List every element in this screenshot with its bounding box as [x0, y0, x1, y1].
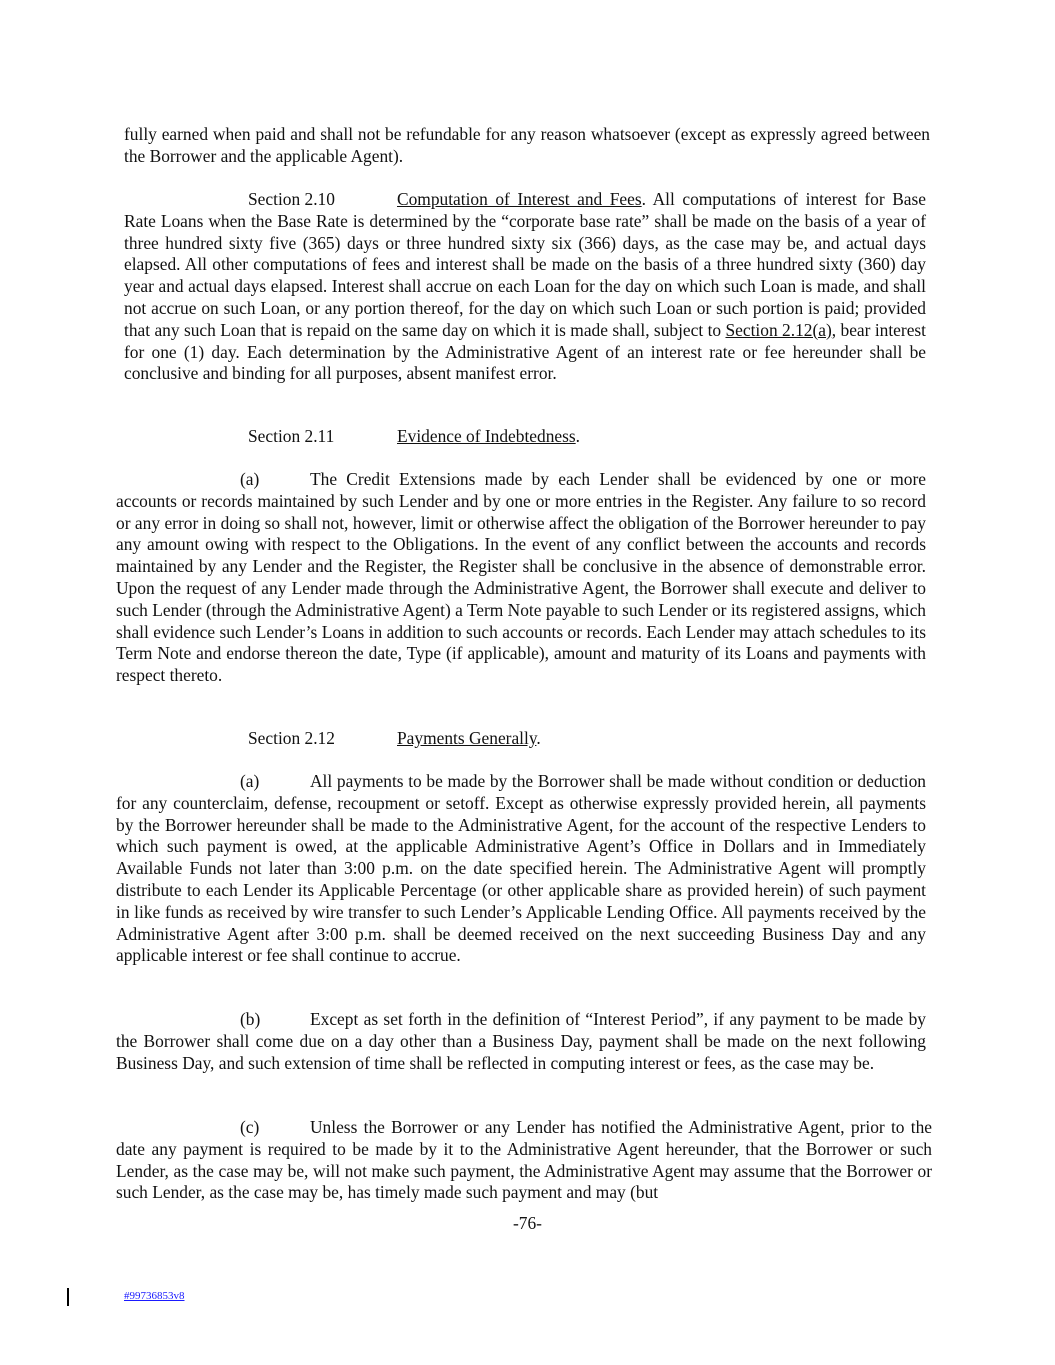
section-2-12-heading: [248, 728, 908, 750]
section-2-12-number: Section 2.12: [248, 728, 335, 748]
section-2-10-number: Section 2.10: [248, 189, 335, 209]
section-2-12c-number: (c): [240, 1117, 260, 1137]
section-2-12a-cross-reference: Section 2.12(a): [725, 319, 832, 340]
section-2-12a-text: All payments to be made by the Borrower shall be made without condition or deduction for any counterclaim, defense, recoupment or setoff. Except as otherwise expressly provided herein, all payments by the Borrower hereunder shall be made to the Administrative Agent, for the account of the respective Lenders to which such payment is owed, at the applicable Administrative Agent’s Office in Dollars and in Immediately Available Funds not later than 3:00 p.m. on the date specified herein. The Administrative Agent will promptly distribute to each Lender its Applicable Percentage (or other applicable share as provided herein) of such payment in like funds as received by wire transfer to such Lender’s Applicable Lending Office. All payments received by the Administrative Agent after 3:00 p.m. shall be deemed received on the next succeeding Business Day and any applicable interest or fee shall continue to accrue.: [116, 771, 926, 966]
section-2-12b-number: (b): [240, 1009, 261, 1029]
section-2-10-title: Computation of Interest and Fees: [397, 189, 642, 209]
section-2-10-body-2: , bear interest for one (1) day. Each determination by the Administrative Agent of an interest rate or fee hereunder shall be conclusive and binding for all purposes, absent manifest error.: [124, 319, 927, 384]
section-2-12-title-suffix: .: [536, 728, 541, 748]
section-2-12c-text: Unless the Borrower or any Lender has notified the Administrative Agent, prior to the date any payment is required to be made by it to the Administrative Agent hereunder, that the Borrower or such Lender, as the case may be, will not make such payment, the Administrative Agent may assume that the Borrower or such Lender, as the case may be, has timely made such payment and may (but: [116, 1117, 932, 1203]
page-number: -76-: [513, 1213, 542, 1233]
section-2-11-number: Section 2.11: [248, 426, 335, 446]
revision-change-bar: [67, 1288, 69, 1306]
section-2-10-paragraph: [124, 189, 926, 385]
section-2-12b-text: Except as set forth in the definition of “Interest Period”, if any payment to be made by the Borrower shall come due on a day other than a Business Day, payment shall be made on the next following Business Day, and such extension of time shall be reflected in computing interest or fees, as the case may be.: [116, 1009, 926, 1073]
section-2-12b-paragraph: [116, 1009, 926, 1074]
section-2-11a-paragraph: [116, 469, 926, 687]
section-2-11a-number: (a): [240, 469, 260, 489]
section-2-10-body-1: . All computations of interest for Base Rate Loans when the Base Rate is determined by the “corporate base rate” shall be made on the basis of a year of three hundred sixty five (365) days or three hundred sixty six (366) days, as the case may be, and actual days elapsed. All other computations of fees and interest shall be made on the basis of a three hundred sixty (360) day year and actual days elapsed. Interest shall accrue on each Loan for the day on which such Loan is made, and shall not accrue on such Loan, or any portion thereof, for the day on which such Loan or such portion is paid; provided that any such Loan that is repaid on the same day on which it is made shall, subject to: [124, 189, 927, 340]
paragraph-continuation-text: fully earned when paid and shall not be refundable for any reason whatsoever (except as expressly agreed between the Borrower and the applicable Agent).: [124, 124, 930, 166]
section-2-12a-paragraph: [116, 771, 926, 967]
section-2-11-heading: [248, 426, 908, 448]
section-2-11a-text: The Credit Extensions made by each Lender shall be evidenced by one or more accounts or records maintained by such Lender and by one or more entries in the Register. Any failure to so record or any error in doing so shall not, however, limit or otherwise affect the obligation of the Borrower hereunder to pay any amount owing with respect to the Obligations. In the event of any conflict between the accounts and records maintained by any Lender and the Register, the Register shall be conclusive in the absence of demonstrable error. Upon the request of any Lender made through the Administrative Agent, the Borrower shall execute and deliver to such Lender (through the Administrative Agent) a Term Note payable to such Lender or its registered assigns, which shall evidence such Lender’s Loans in addition to such accounts or records. Each Lender may attach schedules to its Term Note and endorse thereon the date, Type (if applicable), amount and maturity of its Loans and payments with respect thereto.: [116, 469, 926, 686]
section-2-12c-paragraph: [116, 1117, 932, 1204]
document-reference-link[interactable]: #99736853v8: [124, 1290, 185, 1302]
section-2-11-title-suffix: .: [575, 426, 581, 446]
section-2-12-title: Payments Generally: [397, 728, 537, 748]
section-2-11-title: Evidence of Indebtedness: [397, 426, 576, 446]
paragraph-continuation: [124, 124, 930, 168]
section-2-12a-number: (a): [240, 771, 260, 791]
